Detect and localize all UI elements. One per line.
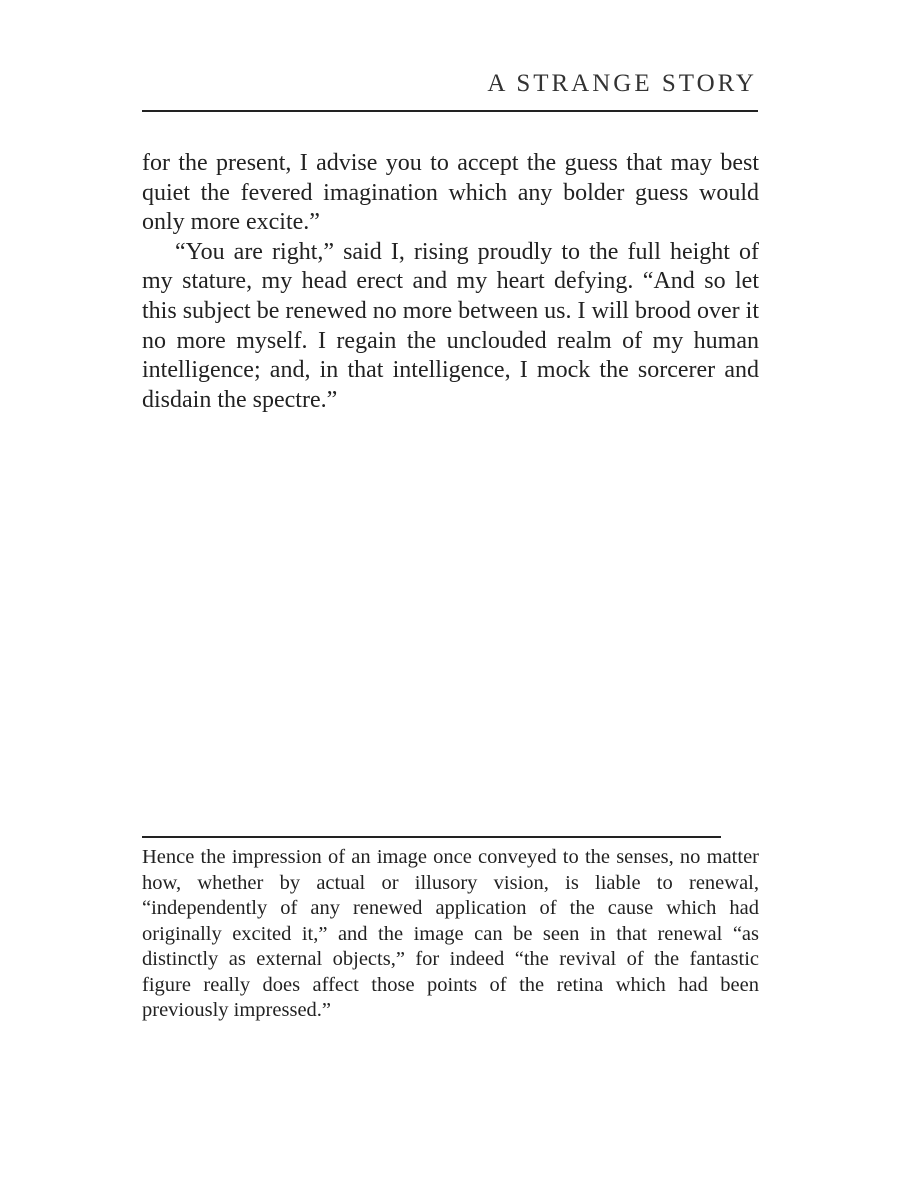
footnote-rule bbox=[142, 836, 721, 838]
footnote-text: Hence the impression of an image once conveyed to the senses, no matter how, whether by actual or illusory vision, is liable to renewal, “independently of any renewed application of the cause which had originally excited it,” and the image can be seen in that renewal “as distinctly as external objects,” for indeed “the revival of the fantastic figure really does affect those points of the retina which had been previously impressed.” bbox=[142, 846, 759, 1021]
body-text bbox=[142, 149, 759, 415]
header-rule bbox=[142, 110, 758, 112]
running-head-title: A STRANGE STORY bbox=[487, 70, 757, 97]
body-paragraph: “You are right,” said I, rising proudly to the full height of my stature, my head erect and my heart defying. “And so let this subject be renewed no more between us. I will brood over it no more myself. I regain the unclouded realm of my human intelligence; and, in that intelligence, I mock the sorcerer and disdain the spectre.” bbox=[142, 238, 759, 413]
body-paragraph-continued: for the present, I advise you to accept the guess that may best quiet the fevered imagination which any bolder guess would only more excite.” bbox=[142, 150, 759, 236]
